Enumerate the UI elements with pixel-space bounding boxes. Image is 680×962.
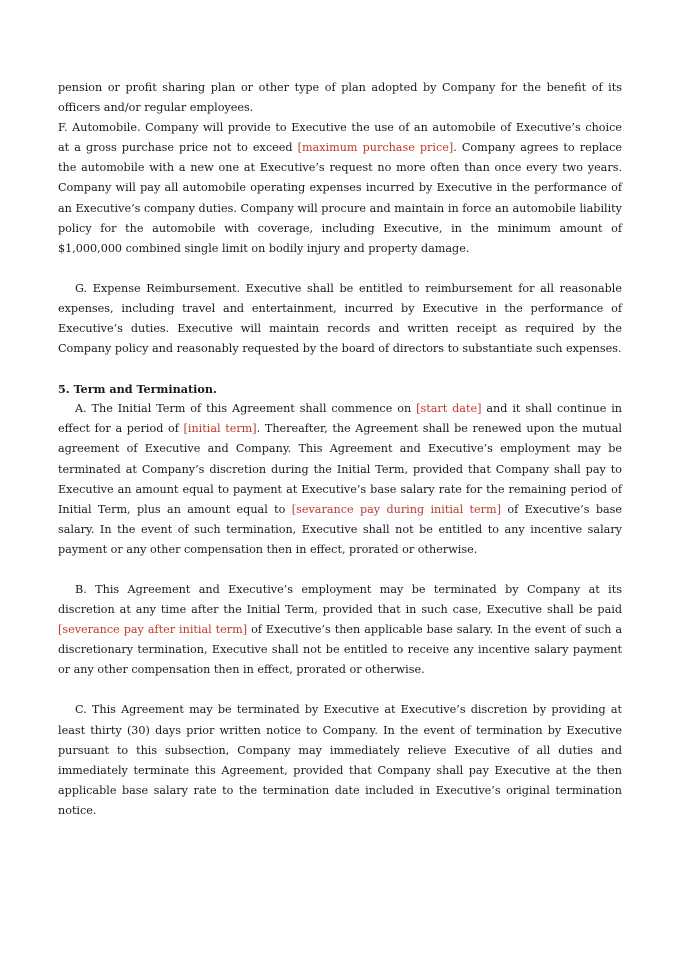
section-heading-term-and-termination: 5. Term and Termination. [58,382,217,397]
placeholder-severance-pay-after-initial-term[interactable]: [severance pay after initial term] [58,623,248,637]
paragraph-text: of Executive’s then applicable base salary. In the event of such a discretionary termination, Executive shall not be entitled to receive any incentive salary payment or any other compensation then in effect, prorated or otherwise. [58,623,622,677]
paragraph-f-automobile [58,118,622,259]
placeholder-maximum-purchase-price[interactable]: [maximum purchase price] [297,141,454,155]
paragraph-5a [58,399,622,560]
placeholder-initial-term[interactable]: [initial term] [183,422,257,436]
spacer [58,680,622,700]
spacer [58,560,622,580]
paragraph-g-expense-reimbursement: G. Expense Reimbursement. Executive shall be entitled to reimbursement for all reasonable expenses, including travel and entertainment, incurred by Executive in the performance of Executive’s duties. Executive will maintain records and written receipt as required by the Company policy and reasonably requested by the board of directors to substantiate such expenses. [58,281,622,356]
document-page [58,78,622,821]
paragraph-5b [58,580,622,680]
paragraph-text: of Executive’s base salary. In the event of such termination, Executive shall not be entitled to any incentive salary payment or any other compensation then in effect, prorated or otherwise. [58,502,623,556]
paragraph-text: and it shall continue in effect for a period of [58,402,623,436]
paragraph-text: A. The Initial Term of this Agreement shall commence on [75,402,417,416]
placeholder-start-date[interactable]: [start date] [416,402,482,416]
placeholder-severance-pay-during-initial-term[interactable]: [sevarance pay during initial term] [291,502,501,516]
paragraph-e-continued: pension or profit sharing plan or other type of plan adopted by Company for the benefit of its officers and/or regular employees. [58,81,622,115]
paragraph-text: F. Automobile. Company will provide to Executive the use of an automobile of Executive’s choice at a gross purchase price not to exceed [58,121,622,155]
spacer [58,259,622,279]
paragraph-text: . Thereafter, the Agreement shall be renewed upon the mutual agreement of Executive and Company. This Agreement and Executive’s employment may be terminated at Company’s discretion during the Initial Term, provided that Company shall pay to Executive an amount equal to payment at Executive’s base salary rate for the remaining period of Initial Term, plus an amount equal to [58,422,622,516]
paragraph-text: . Company agrees to replace the automobile with a new one at Executive’s request no more often than once every two years. Company will pay all automobile operating expenses incurred by Executive in the performance of an Executive’s company duties. Company will procure and maintain in force an automobile liability policy for the automobile with coverage, including Executive, in the minimum amount of $1,000,000 combined single limit on bodily injury and property damage. [58,141,622,255]
paragraph-5c: C. This Agreement may be terminated by Executive at Executive’s discretion by providing at least thirty (30) days prior written notice to Company. In the event of termination by Executive pursuant to this subsection, Company may immediately relieve Executive of all duties and immediately terminate this Agreement, provided that Company shall pay Executive at the then applicable base salary rate to the termination date included in Executive’s original termination notice. [58,703,622,817]
spacer [58,359,622,379]
paragraph-text: B. This Agreement and Executive’s employment may be terminated by Company at its discretion at any time after the Initial Term, provided that in such case, Executive shall be paid [58,582,622,617]
